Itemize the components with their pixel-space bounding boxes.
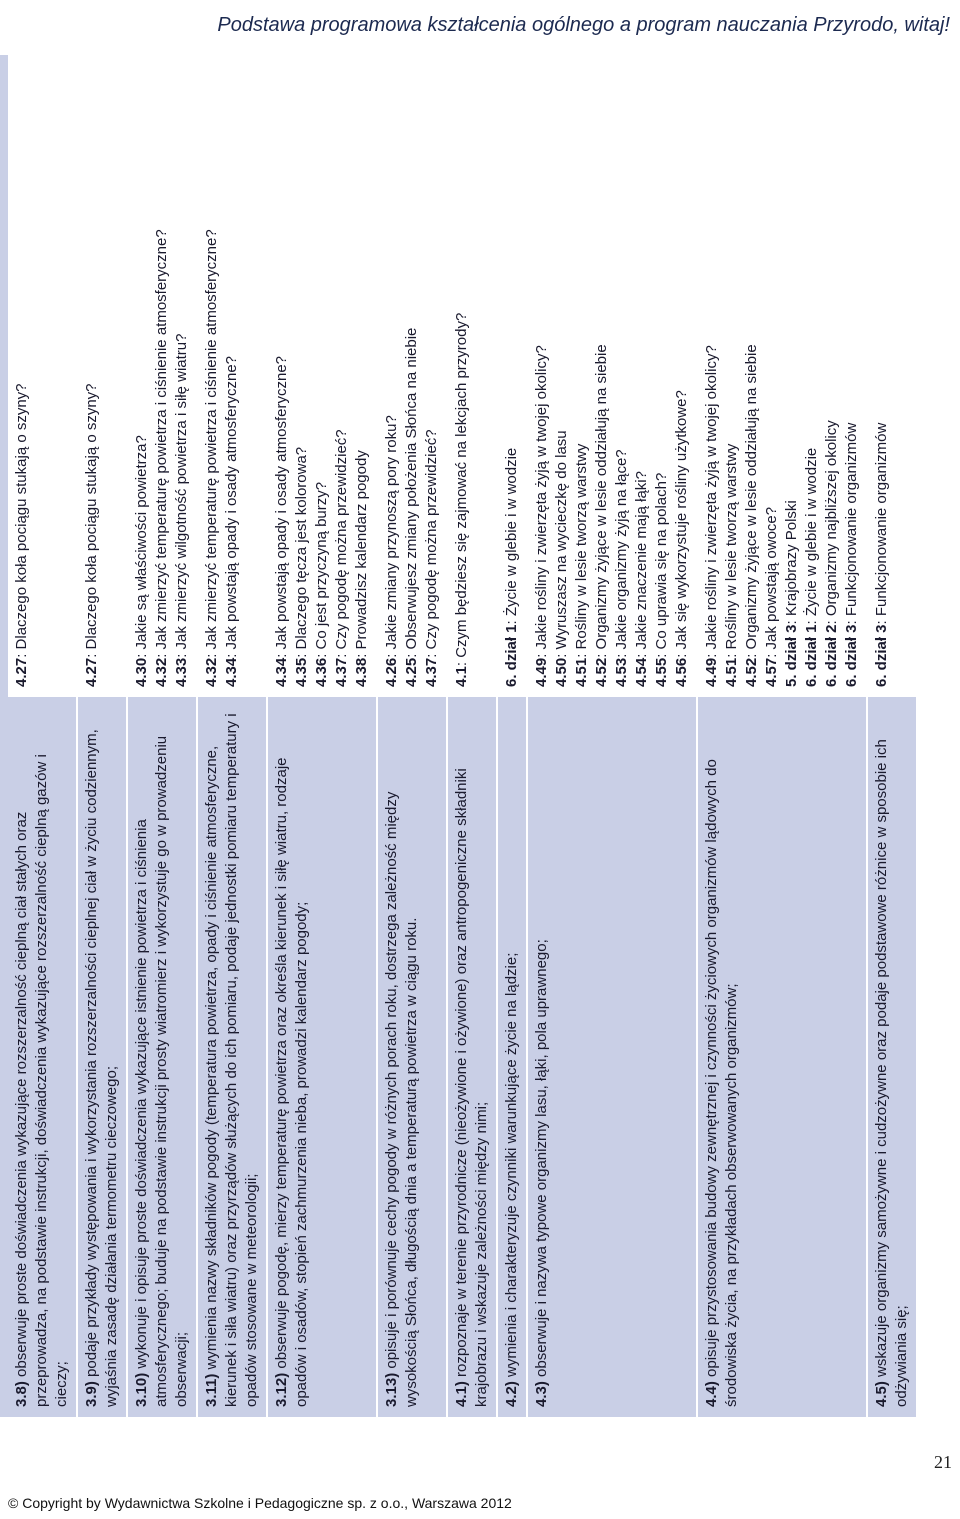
lesson-item bbox=[422, 65, 442, 687]
requirement-code: 3.8) bbox=[13, 1381, 30, 1407]
lesson-code: 4.49 bbox=[703, 657, 720, 687]
lesson-item bbox=[672, 65, 692, 687]
lesson-item bbox=[722, 65, 742, 687]
lesson-item bbox=[172, 65, 192, 687]
lesson-item bbox=[632, 65, 652, 687]
lesson-code: 6. dział 1 bbox=[803, 624, 820, 687]
lesson-code: 4.56 bbox=[673, 657, 690, 687]
lessons-cell bbox=[698, 55, 866, 697]
lesson-title: : Czy pogodę można przewidzieć? bbox=[423, 429, 440, 658]
requirement-text: wymienia i charakteryzuje czynniki warunkujące życie na lądzie; bbox=[503, 952, 520, 1382]
lesson-code: 6. dział 3 bbox=[843, 624, 860, 687]
lesson-item bbox=[272, 65, 292, 687]
lesson-code: 4.26 bbox=[383, 657, 400, 687]
requirement-cell bbox=[378, 697, 446, 1417]
table-row bbox=[8, 55, 76, 1417]
lesson-code: 4.25 bbox=[403, 657, 420, 687]
lesson-title: : Organizmy żyjące w lesie oddziałują na siebie bbox=[743, 344, 760, 658]
requirement-code: 4.5) bbox=[873, 1381, 890, 1407]
curriculum-table bbox=[8, 55, 956, 1417]
lesson-code: 4.36 bbox=[313, 657, 330, 687]
table-row bbox=[376, 55, 446, 1417]
lesson-title: : Jakie rośliny i zwierzęta żyją w twojej okolicy? bbox=[533, 345, 550, 658]
lesson-code: 4.35 bbox=[293, 657, 310, 687]
lessons-cell bbox=[528, 55, 696, 697]
lesson-code: 4.33 bbox=[173, 657, 190, 687]
lesson-item bbox=[382, 65, 402, 687]
lesson-title: : Wyruszasz na wycieczkę do lasu bbox=[553, 430, 570, 658]
lesson-item bbox=[452, 65, 472, 687]
lesson-title: : Czy pogodę można przewidzieć? bbox=[333, 429, 350, 658]
lesson-item bbox=[872, 65, 892, 687]
lesson-title: : Co uprawia się na polach? bbox=[653, 472, 670, 658]
lesson-title: : Życie w glebie i w wodzie bbox=[803, 447, 820, 625]
lesson-code: 4.54 bbox=[633, 657, 650, 687]
lesson-title: : Organizmy najbliższej okolicy bbox=[823, 420, 840, 625]
requirement-cell bbox=[868, 697, 916, 1417]
requirement-text: rozpoznaje w terenie przyrodnicze (nieożywione i ożywione) oraz antropogeniczne składniki krajobrazu i wskazuje zależności między nimi; bbox=[453, 768, 490, 1407]
lesson-code: 4.52 bbox=[743, 657, 760, 687]
requirement-cell bbox=[128, 697, 196, 1417]
lesson-title: : Dlaczego koła pociągu stukają o szyny? bbox=[13, 383, 30, 658]
requirement-cell bbox=[198, 697, 266, 1417]
table-row bbox=[126, 55, 196, 1417]
lesson-title: : Jakie zmiany przynoszą pory roku? bbox=[383, 415, 400, 658]
lesson-code: 4.51 bbox=[723, 657, 740, 687]
lesson-title: : Jak zmierzyć temperaturę powietrza i ciśnienie atmosferyczne? bbox=[203, 229, 220, 658]
requirement-code: 3.10) bbox=[133, 1372, 150, 1407]
lesson-title: : Co jest przyczyną burzy? bbox=[313, 481, 330, 658]
requirement-cell bbox=[698, 697, 866, 1417]
lesson-title: : Jak się wykorzystuje rośliny użytkowe? bbox=[673, 390, 690, 658]
lesson-item bbox=[552, 65, 572, 687]
requirement-code: 3.11) bbox=[203, 1373, 220, 1407]
lesson-title: : Jak zmierzyć temperaturę powietrza i ciśnienie atmosferyczne? bbox=[153, 229, 170, 658]
lesson-code: 4.51 bbox=[573, 657, 590, 687]
requirement-text: opisuje i porównuje cechy pogody w różnych porach roku, dostrzega zależność między wysokością Słońca, długością dnia a temperaturą powietrza w ciągu roku. bbox=[383, 791, 420, 1407]
lesson-item bbox=[532, 65, 552, 687]
requirement-text: wskazuje organizmy samożywne i cudzożywne oraz podaje podstawowe różnice w sposobie ich odżywiania się; bbox=[873, 739, 910, 1407]
table-row bbox=[696, 55, 866, 1417]
lessons-cell bbox=[868, 55, 916, 697]
lesson-title: : Jakie organizmy żyją na łące? bbox=[613, 449, 630, 658]
lesson-code: 4.30 bbox=[133, 657, 150, 687]
lesson-code: 4.37 bbox=[333, 657, 350, 687]
requirement-text: obserwuje proste doświadczenia wykazujące rozszerzalność cieplną ciał stałych oraz przeprowadza, na podstawie instrukcji, doświadczenia wykazujące rozszerzalność cieplną gazów i cieczy; bbox=[13, 754, 70, 1407]
lesson-code: 4.27 bbox=[13, 657, 30, 687]
lesson-title: : Funkcjonowanie organizmów bbox=[873, 422, 890, 625]
lesson-title: : Organizmy żyjące w lesie oddziałują na siebie bbox=[593, 344, 610, 658]
lesson-title: : Prowadzisz kalendarz pogody bbox=[353, 450, 370, 658]
table-row bbox=[76, 55, 126, 1417]
lesson-title: : Jak powstają opady i osady atmosferyczne? bbox=[223, 355, 240, 658]
requirement-text: podaje przykłady występowania i wykorzystania rozszerzalności cieplnej ciał w życiu codziennym, wyjaśnia zasadę działania termometru cieczowego; bbox=[83, 729, 120, 1407]
lessons-cell bbox=[78, 55, 126, 697]
lesson-title: : Funkcjonowanie organizmów bbox=[843, 422, 860, 625]
requirement-cell bbox=[528, 697, 696, 1417]
lessons-cell bbox=[448, 55, 496, 697]
lesson-code: 6. dział 3 bbox=[873, 624, 890, 687]
lesson-item bbox=[702, 65, 722, 687]
lesson-item bbox=[822, 65, 842, 687]
lessons-cell bbox=[268, 55, 376, 697]
lesson-title: : Jakie są właściwości powietrza? bbox=[133, 435, 150, 658]
lesson-item bbox=[612, 65, 632, 687]
lesson-item bbox=[12, 65, 32, 687]
table-row bbox=[266, 55, 376, 1417]
lesson-item bbox=[572, 65, 592, 687]
lesson-item bbox=[222, 65, 242, 687]
lesson-item bbox=[802, 65, 822, 687]
requirement-text: wykonuje i opisuje proste doświadczenia wykazujące istnienie powietrza i ciśnienia atmosferycznego; buduje na podstawie instrukcji prosty wiatromierz i wykorzystuje go w prowadzeniu obserwacji; bbox=[133, 735, 190, 1407]
lesson-code: 4.49 bbox=[533, 657, 550, 687]
lesson-item bbox=[312, 65, 332, 687]
table-row bbox=[866, 55, 916, 1417]
requirement-cell bbox=[78, 697, 126, 1417]
lesson-title: : Czym będziesz się zajmować na lekcjach przyrody? bbox=[453, 312, 470, 667]
lessons-cell bbox=[378, 55, 446, 697]
lesson-title: : Jakie znaczenie mają łąki? bbox=[633, 471, 650, 658]
lesson-item bbox=[82, 65, 102, 687]
lesson-title: : Jak powstają owoce? bbox=[763, 506, 780, 658]
requirement-text: obserwuje i nazywa typowe organizmy lasu, łąki, pola uprawnego; bbox=[533, 939, 550, 1382]
lesson-code: 4.52 bbox=[593, 657, 610, 687]
table-row bbox=[196, 55, 266, 1417]
requirement-code: 4.2) bbox=[503, 1381, 520, 1407]
lesson-code: 4.37 bbox=[423, 657, 440, 687]
requirement-cell bbox=[268, 697, 376, 1417]
lesson-code: 4.32 bbox=[203, 657, 220, 687]
lesson-code: 4.38 bbox=[353, 657, 370, 687]
lesson-item bbox=[592, 65, 612, 687]
lesson-code: 4.32 bbox=[153, 657, 170, 687]
lesson-item bbox=[652, 65, 672, 687]
lessons-cell bbox=[8, 55, 76, 697]
lesson-code: 4.57 bbox=[763, 657, 780, 687]
lesson-title: : Jak powstają opady i osady atmosferyczne? bbox=[273, 355, 290, 658]
lesson-code: 6. dział 2 bbox=[823, 624, 840, 687]
lesson-item bbox=[352, 65, 372, 687]
lesson-title: : Rośliny w lesie tworzą warstwy bbox=[573, 443, 590, 658]
lesson-code: 4.1 bbox=[453, 666, 470, 687]
lesson-item bbox=[292, 65, 312, 687]
requirement-text: opisuje przystosowania budowy zewnętrznej i czynności życiowych organizmów lądowych do środowiska życia, na przykładach obserwowanych organizmów; bbox=[703, 759, 740, 1407]
requirement-code: 3.13) bbox=[383, 1372, 400, 1407]
requirement-code: 3.9) bbox=[83, 1381, 100, 1407]
lessons-cell bbox=[198, 55, 266, 697]
lesson-item bbox=[742, 65, 762, 687]
lesson-code: 5. dział 3 bbox=[783, 624, 800, 687]
lesson-item bbox=[502, 65, 522, 687]
requirement-text: obserwuje pogodę, mierzy temperaturę powietrza oraz określa kierunek i siłę wiatru, rodzaje opadów i osadów, stopień zachmurzenia nieba, prowadzi kalendarz pogody; bbox=[273, 757, 310, 1407]
table-row bbox=[526, 55, 696, 1417]
lesson-title: : Rośliny w lesie tworzą warstwy bbox=[723, 443, 740, 658]
lessons-cell bbox=[128, 55, 196, 697]
table-row bbox=[446, 55, 496, 1417]
lesson-item bbox=[762, 65, 782, 687]
lesson-code: 4.34 bbox=[273, 657, 290, 687]
lesson-item bbox=[842, 65, 862, 687]
requirement-cell bbox=[448, 697, 496, 1417]
requirement-code: 3.12) bbox=[273, 1372, 290, 1407]
lesson-code: 4.53 bbox=[613, 657, 630, 687]
lesson-title: : Jak zmierzyć wilgotność powietrza i siłę wiatru? bbox=[173, 333, 190, 658]
lesson-title: : Krajobrazy Polski bbox=[783, 500, 800, 625]
lesson-code: 4.27 bbox=[83, 657, 100, 687]
page-header-title: Podstawa programowa kształcenia ogólnego a program nauczania Przyrodo, witaj! bbox=[217, 14, 950, 36]
lesson-title: : Dlaczego tęcza jest kolorowa? bbox=[293, 446, 310, 658]
requirement-cell bbox=[498, 697, 526, 1417]
curriculum-table-wrapper bbox=[8, 55, 956, 1417]
lesson-item bbox=[202, 65, 222, 687]
side-strip bbox=[0, 55, 8, 1417]
lesson-title: : Dlaczego koła pociągu stukają o szyny? bbox=[83, 383, 100, 658]
lesson-item bbox=[152, 65, 172, 687]
lesson-code: 4.34 bbox=[223, 657, 240, 687]
lesson-item bbox=[332, 65, 352, 687]
requirement-code: 4.1) bbox=[453, 1381, 470, 1407]
lesson-code: 6. dział 1 bbox=[503, 624, 520, 687]
page-number: 21 bbox=[934, 1452, 952, 1472]
table-row bbox=[496, 55, 526, 1417]
lesson-code: 4.50 bbox=[553, 657, 570, 687]
requirement-code: 4.4) bbox=[703, 1381, 720, 1407]
requirement-code: 4.3) bbox=[533, 1381, 550, 1407]
lessons-cell bbox=[498, 55, 526, 697]
lesson-item bbox=[402, 65, 422, 687]
lesson-title: : Jakie rośliny i zwierzęta żyją w twojej okolicy? bbox=[703, 345, 720, 658]
lesson-title: : Obserwujesz zmiany położenia Słońca na niebie bbox=[403, 327, 420, 658]
requirement-cell bbox=[8, 697, 76, 1417]
lesson-title: : Życie w glebie i w wodzie bbox=[503, 447, 520, 625]
lesson-item bbox=[132, 65, 152, 687]
lesson-code: 4.55 bbox=[653, 657, 670, 687]
copyright-notice: © Copyright by Wydawnictwa Szkolne i Pedagogiczne sp. z o.o., Warszawa 2012 bbox=[8, 1495, 512, 1511]
lesson-item bbox=[782, 65, 802, 687]
requirement-text: wymienia nazwy składników pogody (temperatura powietrza, opady i ciśnienie atmosferyczne, kierunek i siła wiatru) oraz przyrządów służących do ich pomiaru, podaje jednostki pomiaru temperatury i opadów stosowane w meteorologii; bbox=[203, 713, 260, 1407]
